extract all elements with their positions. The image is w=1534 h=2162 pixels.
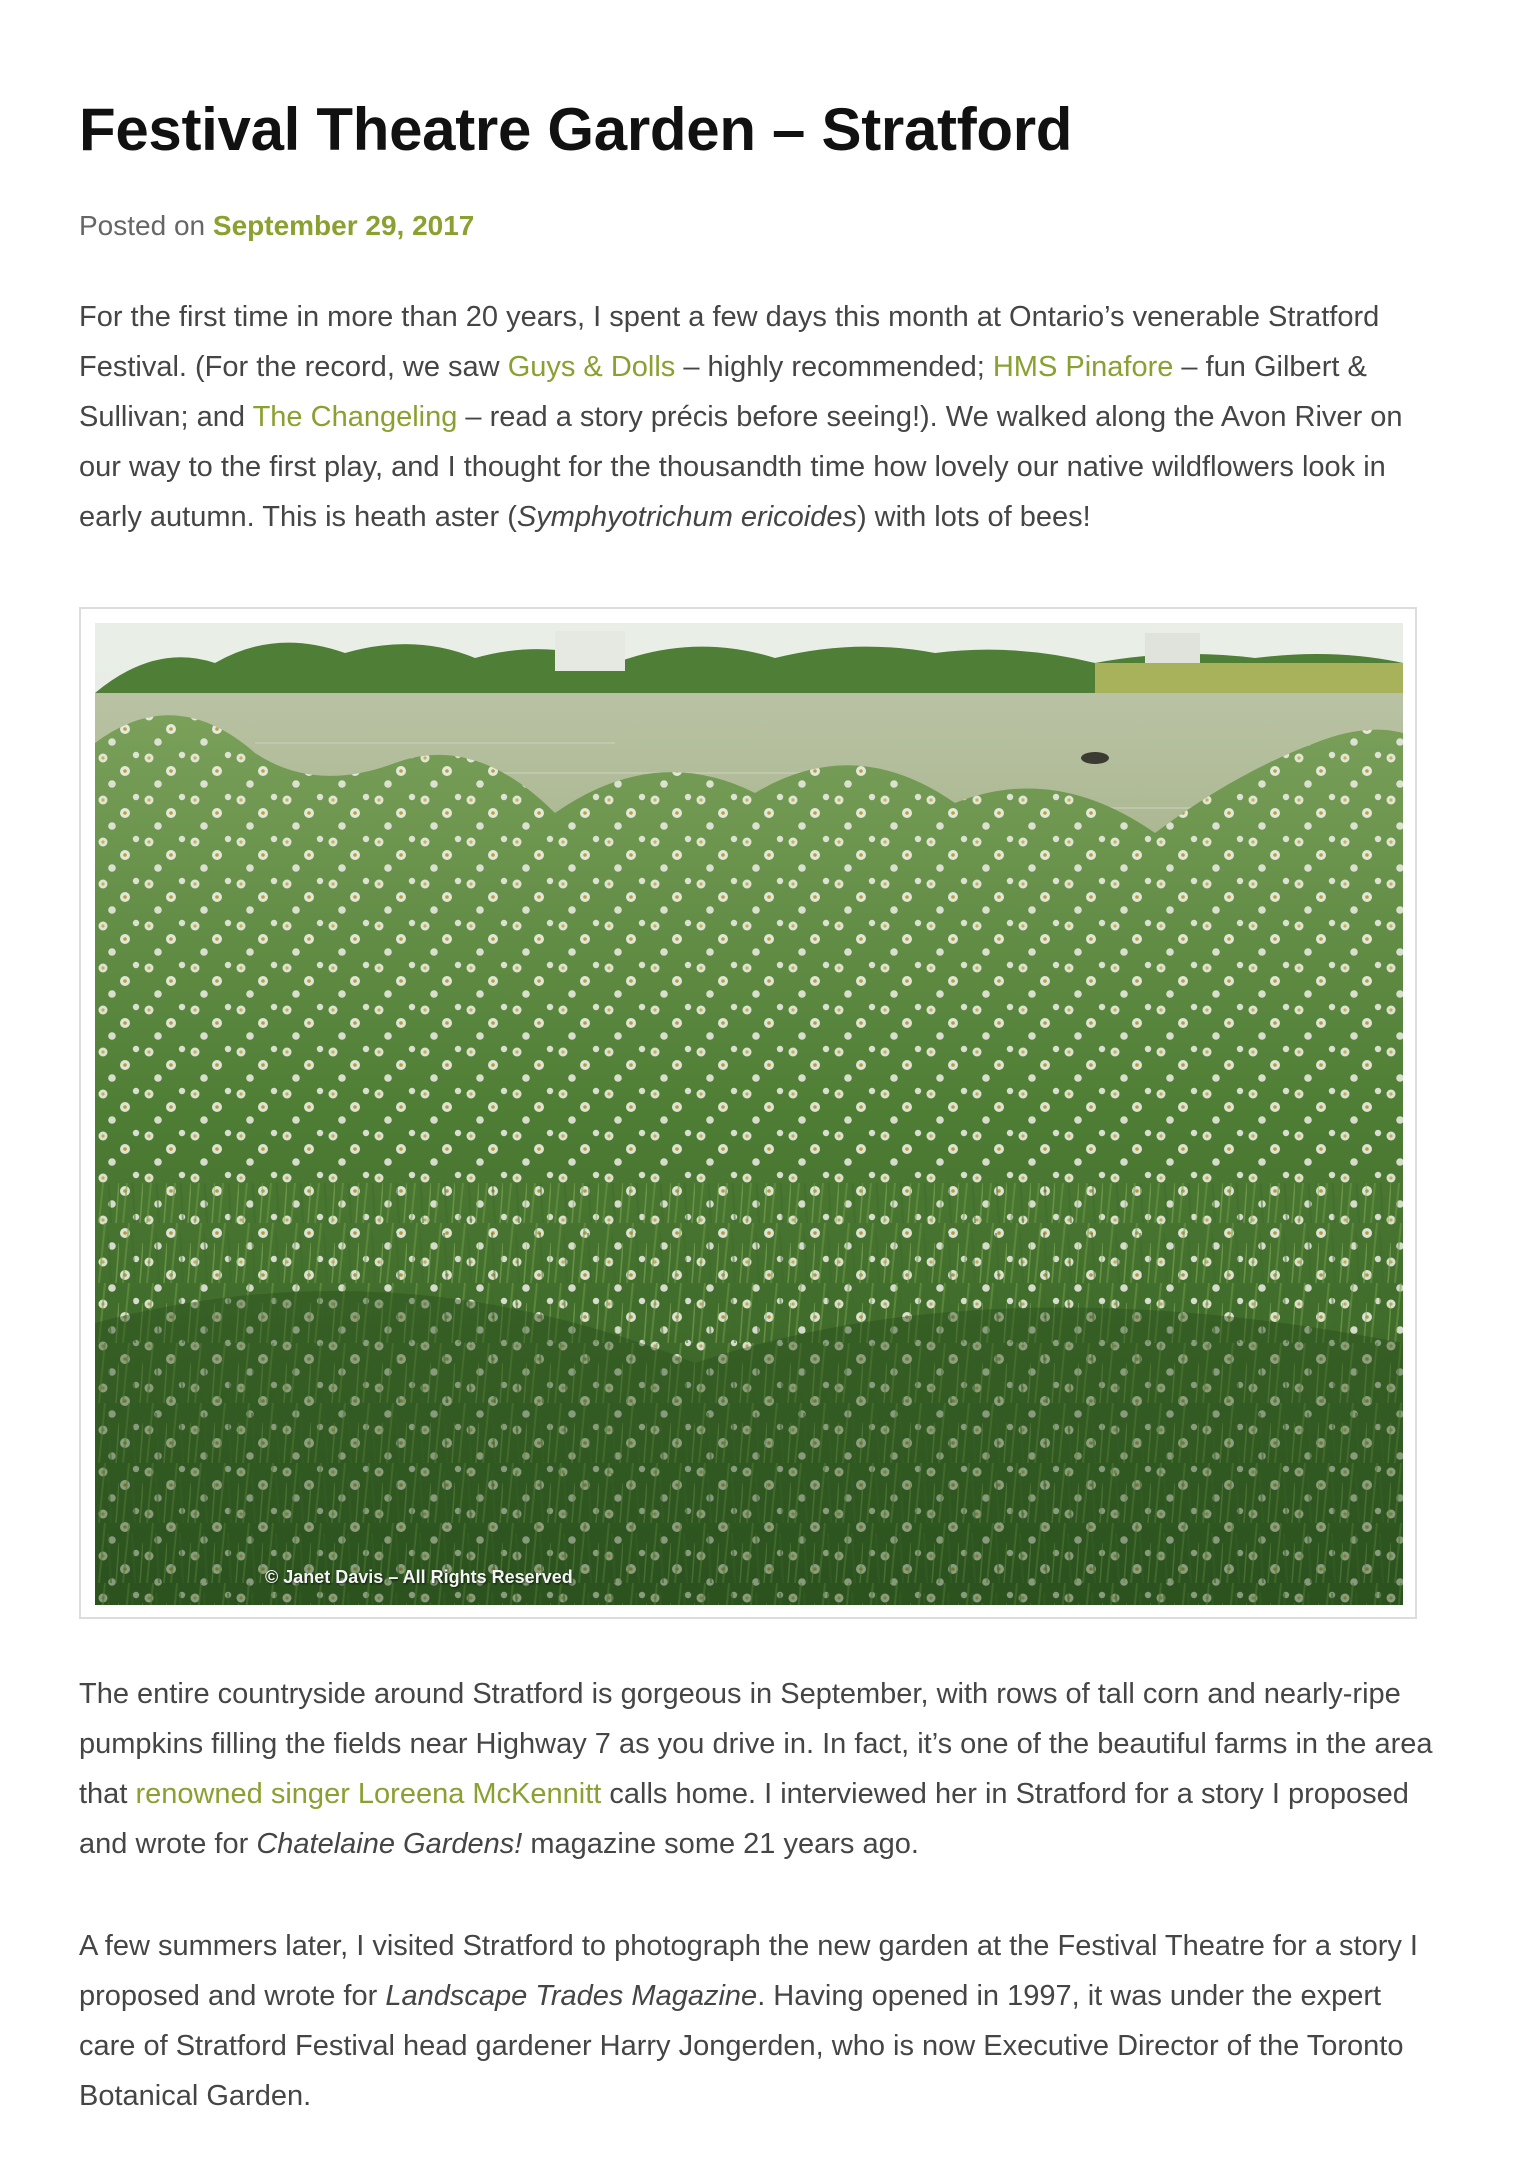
post-date-link[interactable]: September 29, 2017 (212, 210, 475, 241)
text-span: – highly recommended; (675, 351, 993, 383)
text-line (79, 292, 1419, 342)
species-name: Symphyotrichum ericoides (516, 501, 857, 533)
text-span: – fun Gilbert & (1173, 351, 1367, 383)
paragraph-festival-garden (79, 1921, 1425, 2121)
link-hms-pinafore[interactable]: HMS Pinafore (992, 351, 1174, 383)
text-line (79, 442, 1419, 492)
text-line (79, 1971, 1425, 2021)
post-image-frame (79, 607, 1417, 1619)
text-line (79, 2021, 1425, 2071)
text-span: . Having opened in 1997, it was under the expert (757, 1980, 1382, 2012)
link-loreena-mckennitt[interactable]: renowned singer Loreena McKennitt (135, 1778, 602, 1810)
text-span: pumpkins filling the fields near Highway 7 as you drive in. In fact, it’s one of the beautiful farms in the area (79, 1728, 1433, 1760)
photo-watermark: © Janet Davis – All Rights Reserved (265, 1567, 573, 1587)
text-span: that (79, 1778, 136, 1810)
magazine-title: Chatelaine Gardens! (256, 1828, 523, 1860)
text-line (79, 1921, 1425, 1971)
text-span: Botanical Garden. (79, 2080, 312, 2112)
text-span: Festival. (For the record, we saw (79, 351, 508, 383)
post-title: Festival Theatre Garden – Stratford (79, 96, 1073, 163)
text-span: care of Stratford Festival head gardener Harry Jongerden, who is now Executive Director of the Toronto (79, 2030, 1404, 2062)
text-span: and wrote for (79, 1828, 257, 1860)
magazine-title: Landscape Trades Magazine (385, 1980, 758, 2012)
post-meta (79, 206, 474, 246)
text-line (79, 342, 1419, 392)
text-span: The entire countryside around Stratford is gorgeous in September, with rows of tall corn and nearly-ripe (79, 1678, 1401, 1710)
text-line (79, 1819, 1425, 1869)
text-span: Sullivan; and (79, 401, 253, 433)
paragraph-intro (79, 292, 1419, 542)
text-span: proposed and wrote for (79, 1980, 386, 2012)
text-line (79, 1669, 1425, 1719)
text-span: early autumn. This is heath aster ( (79, 501, 517, 533)
text-span: magazine some 21 years ago. (522, 1828, 919, 1860)
text-line (79, 392, 1419, 442)
text-line (79, 1719, 1433, 1769)
link-the-changeling[interactable]: The Changeling (252, 401, 458, 433)
text-span: – read a story précis before seeing!). We walked along the Avon River on (457, 401, 1403, 433)
posted-on-label: Posted on (79, 210, 206, 241)
text-line (79, 2071, 1425, 2121)
photo-image-icon (95, 623, 1403, 1605)
text-span: For the first time in more than 20 years, I spent a few days this month at Ontario’s venerable Stratford (79, 301, 1380, 333)
text-span: calls home. I interviewed her in Stratford for a story I proposed (601, 1778, 1409, 1810)
text-span: our way to the first play, and I thought for the thousandth time how lovely our native wildflowers look in (79, 451, 1386, 483)
text-line (79, 1769, 1425, 1819)
text-span: ) with lots of bees! (856, 501, 1091, 533)
text-line (79, 492, 1419, 542)
text-span: A few summers later, I visited Stratford to photograph the new garden at the Festival Theatre for a story I (79, 1930, 1418, 1962)
paragraph-countryside (79, 1669, 1433, 1869)
heath-aster-photo[interactable] (95, 623, 1403, 1605)
link-guys-and-dolls[interactable]: Guys & Dolls (507, 351, 676, 383)
